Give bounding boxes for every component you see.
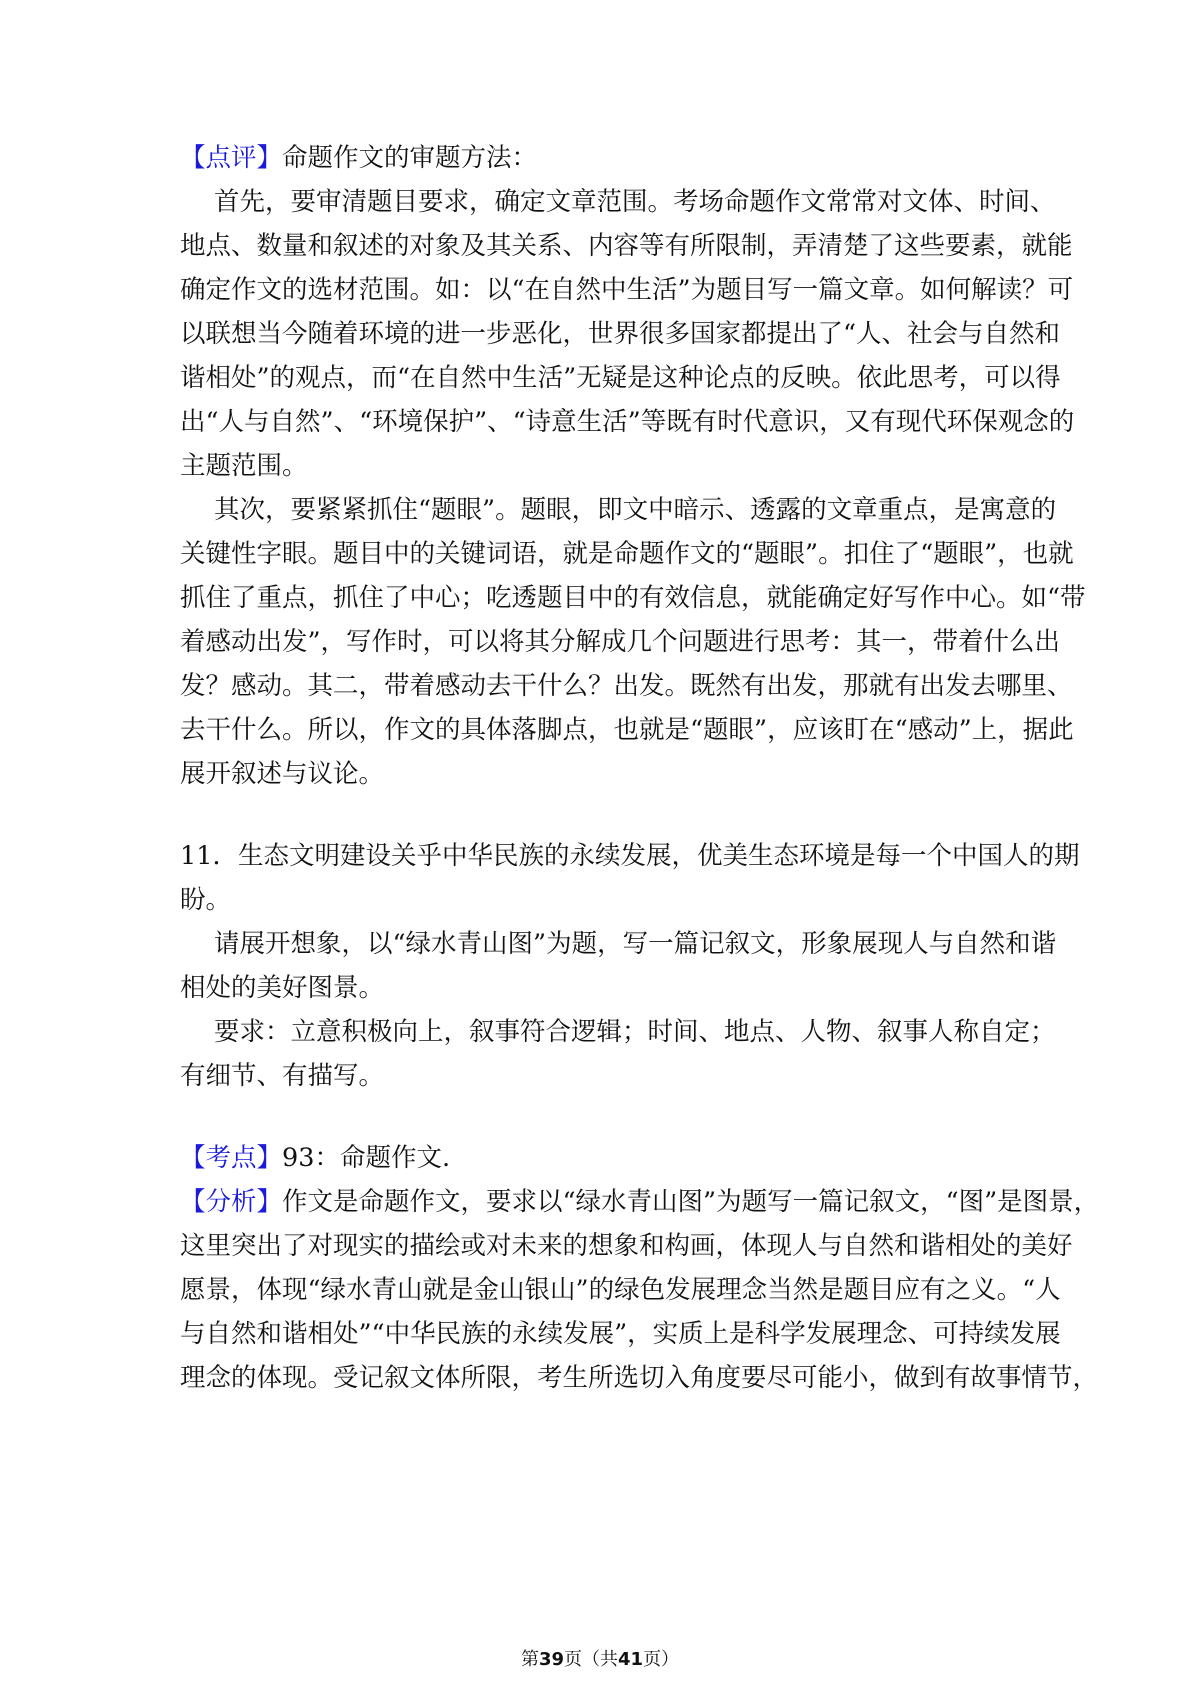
question-line: 盼。 xyxy=(180,885,232,915)
kaodian-text: 93：命题作文. xyxy=(282,1143,451,1173)
fenxi-line: 理念的体现。受记叙文体所限，考生所选切入角度要尽可能小，做到有故事情节， xyxy=(180,1363,1099,1393)
fenxi-line: 与自然和谐相处”“中华民族的永续发展”，实质上是科学发展理念、可持续发展 xyxy=(180,1319,1061,1349)
comment-para2-line: 关键性字眼。题目中的关键词语，就是命题作文的“题眼”。扣住了“题眼”，也就 xyxy=(180,539,1074,569)
footer-total-pages: 41 xyxy=(618,1649,644,1670)
footer-middle: 页（共 xyxy=(564,1649,618,1670)
question-line: 11．生态文明建设关乎中华民族的永续发展，优美生态环境是每一个中国人的期 xyxy=(180,841,1080,871)
question-task-line: 请展开想象，以“绿水青山图”为题，写一篇记叙文，形象展现人与自然和谐 xyxy=(214,929,1057,959)
comment-title: 命题作文的审题方法： xyxy=(282,143,538,173)
question-requirement-line: 要求：立意积极向上，叙事符合逻辑；时间、地点、人物、叙事人称自定； xyxy=(214,1017,1056,1047)
comment-para1-line: 谐相处”的观点，而“在自然中生活”无疑是这种论点的反映。依此思考，可以得 xyxy=(180,363,1061,393)
comment-para2-line: 抓住了重点，抓住了中心；吃透题目中的有效信息，就能确定好写作中心。如“带 xyxy=(180,583,1086,613)
footer-page-number: 39 xyxy=(538,1649,564,1670)
fenxi-line: 这里突出了对现实的描绘或对未来的想象和构画，体现人与自然和谐相处的美好 xyxy=(180,1231,1073,1261)
question-task-line: 相处的美好图景。 xyxy=(180,973,385,1003)
comment-para1-line: 地点、数量和叙述的对象及其关系、内容等有所限制，弄清楚了这些要素，就能 xyxy=(180,231,1073,261)
footer-suffix: 页） xyxy=(643,1649,680,1670)
fenxi-first-text: 作文是命题作文，要求以“绿水青山图”为题写一篇记叙文，“图”是图景， xyxy=(282,1187,1100,1217)
comment-para1-line: 出“人与自然”、“环境保护”、“诗意生活”等既有时代意识，又有现代环保观念的 xyxy=(180,407,1075,437)
comment-para1-line: 确定作文的选材范围。如：以“在自然中生活”为题目写一篇文章。如何解读？可 xyxy=(180,275,1074,305)
comment-para2-line: 发？感动。其二，带着感动去干什么？出发。既然有出发，那就有出发去哪里、 xyxy=(180,671,1073,701)
comment-label: 【点评】 xyxy=(180,143,283,173)
question-requirement-line: 有细节、有描写。 xyxy=(180,1061,385,1091)
fenxi-label: 【分析】 xyxy=(180,1187,283,1217)
comment-para2-line: 去干什么。所以，作文的具体落脚点，也就是“题眼”，应该盯在“感动”上，据此 xyxy=(180,715,1074,745)
kaodian-line xyxy=(180,1142,1030,1174)
fenxi-line xyxy=(180,1186,1100,1218)
comment-para1-line: 主题范围。 xyxy=(180,451,308,481)
comment-para2-line: 展开叙述与议论。 xyxy=(180,759,385,789)
comment-para2-line: 着感动出发”，写作时，可以将其分解成几个问题进行思考：其一，带着什么出 xyxy=(180,627,1061,657)
comment-para2-line: 其次，要紧紧抓住“题眼”。题眼，即文中暗示、透露的文章重点，是寓意的 xyxy=(214,495,1057,525)
comment-para1-line: 首先，要审清题目要求，确定文章范围。考场命题作文常常对文体、时间、 xyxy=(214,187,1056,217)
fenxi-line: 愿景，体现“绿水青山就是金山银山”的绿色发展理念当然是题目应有之义。“人 xyxy=(180,1275,1061,1305)
page-footer xyxy=(0,1648,1200,1672)
footer-prefix: 第 xyxy=(520,1649,539,1670)
comment-para1-line: 以联想当今随着环境的进一步恶化，世界很多国家都提出了“人、社会与自然和 xyxy=(180,319,1061,349)
kaodian-label: 【考点】 xyxy=(180,1143,283,1173)
comment-heading xyxy=(180,142,1030,174)
